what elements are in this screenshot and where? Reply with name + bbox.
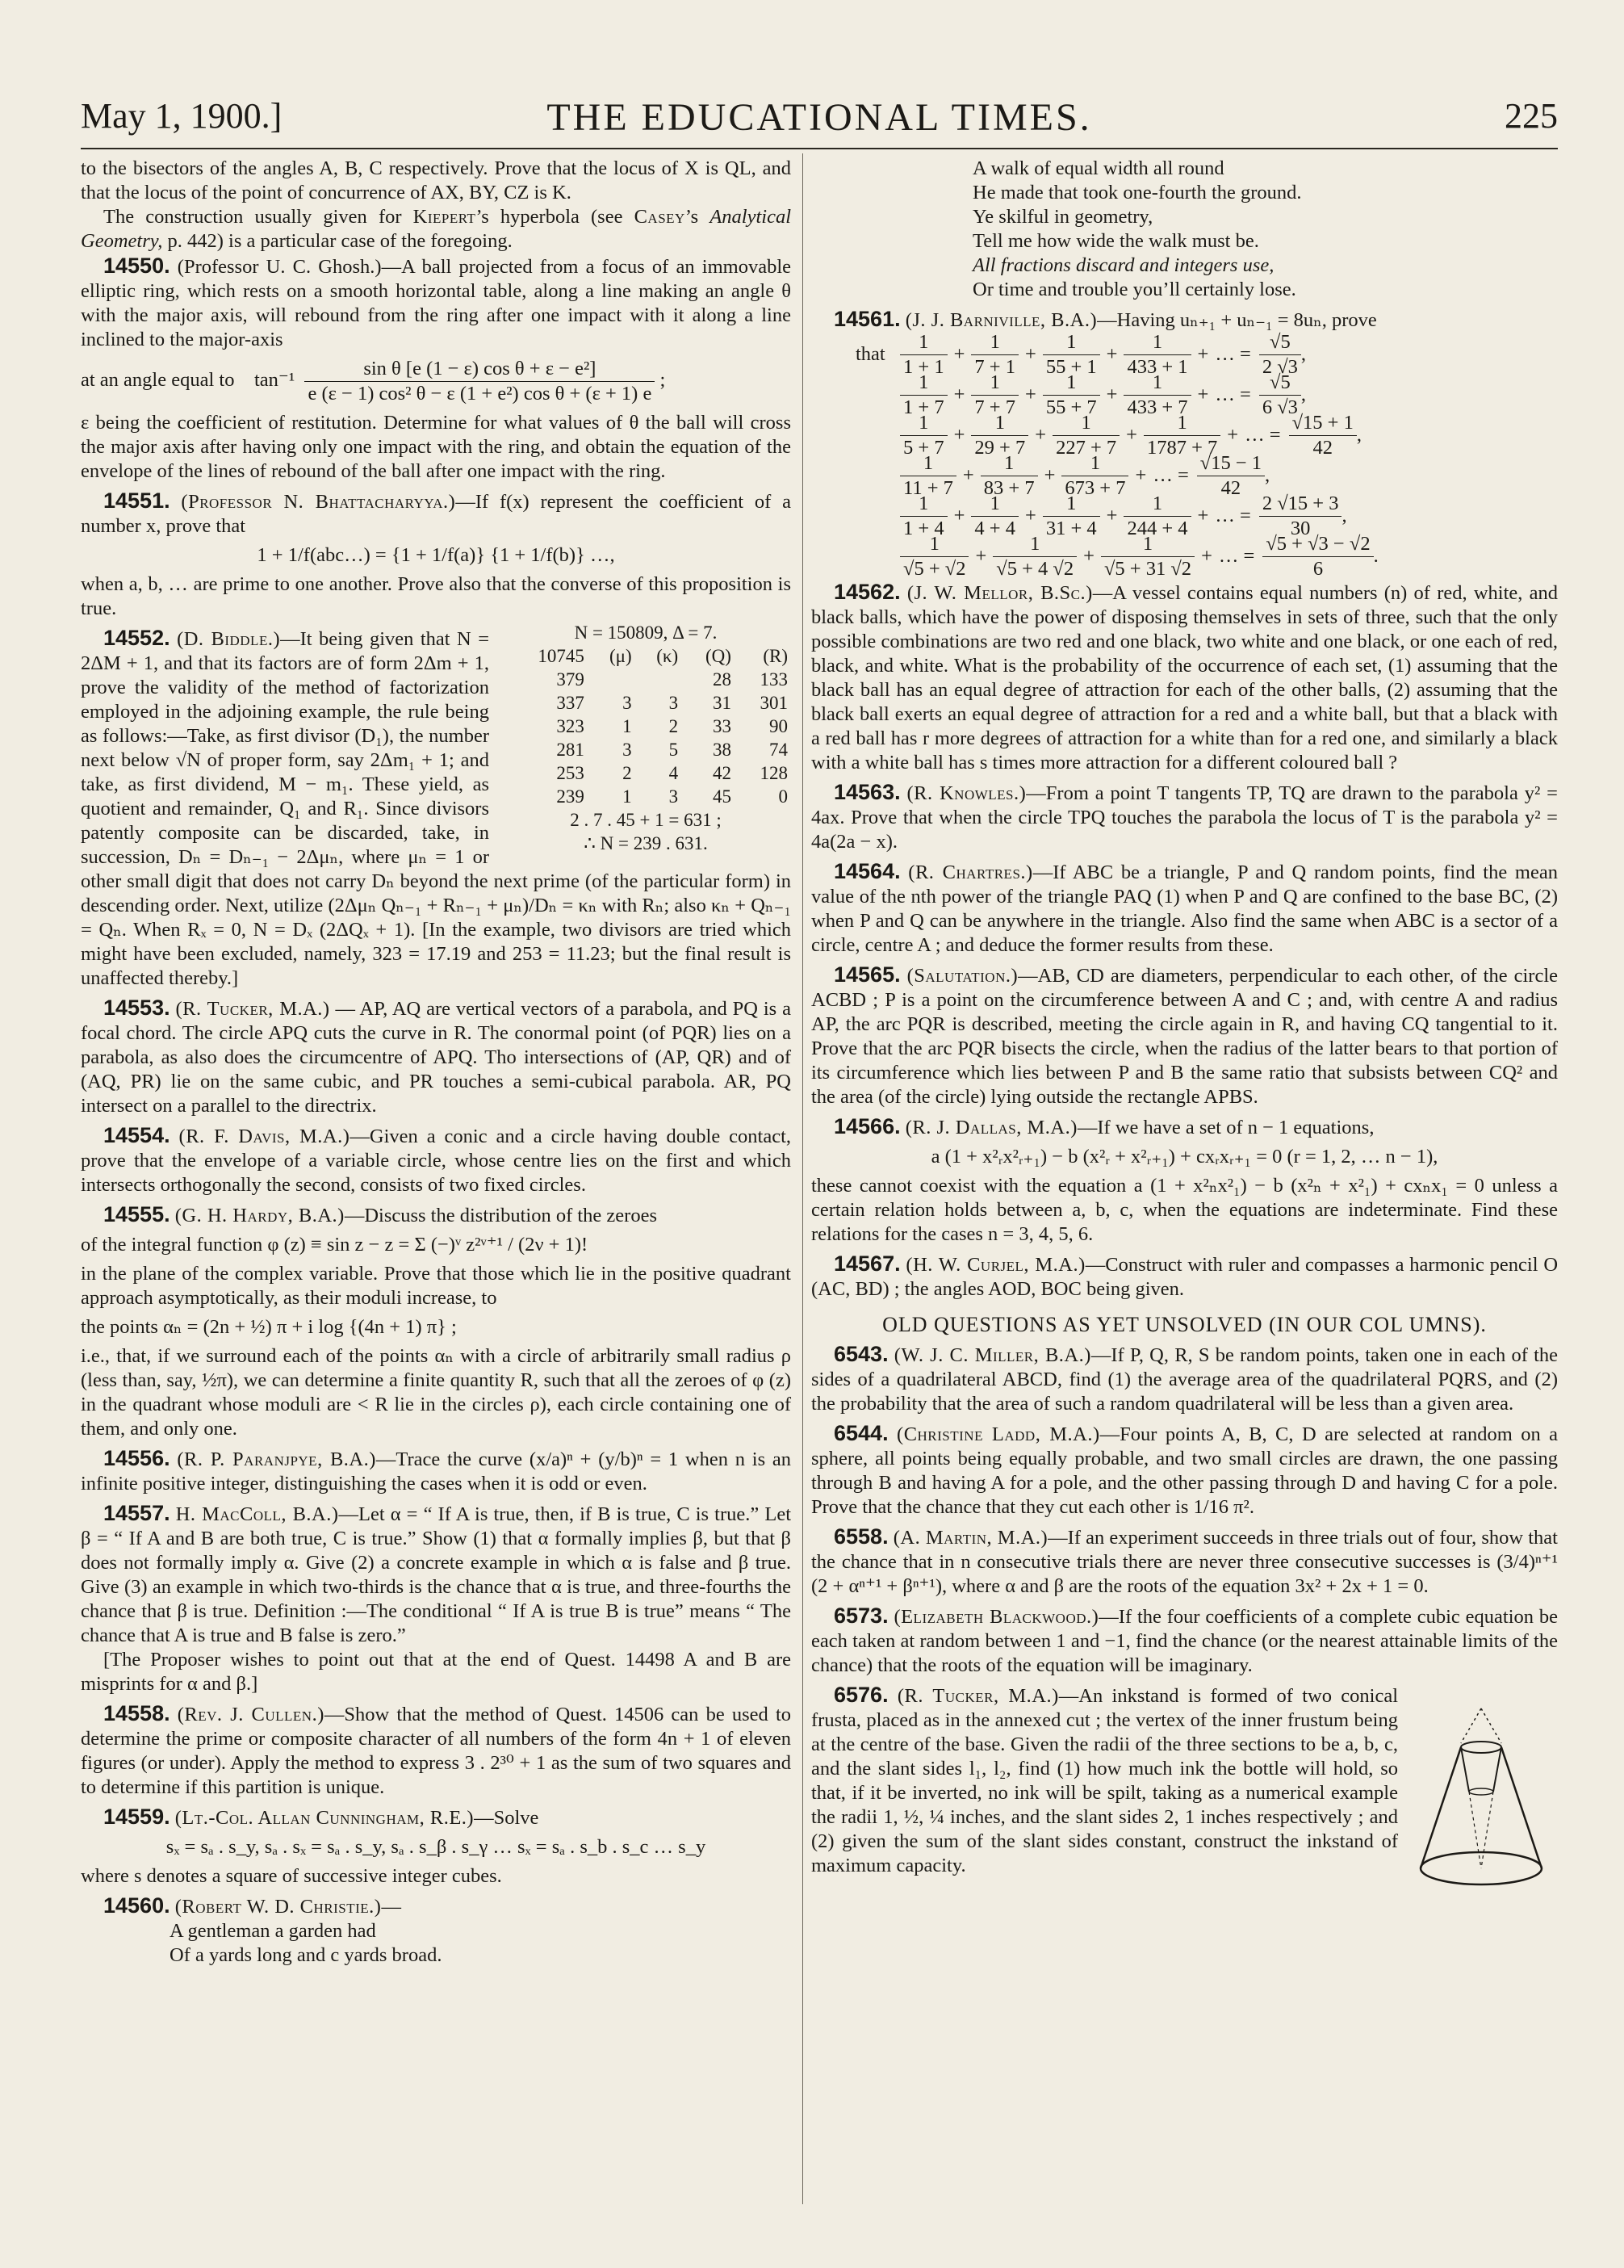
question-6558: 6558. (A. Martin, M.A.)—If an experiment succeeds in three trials out of four, show that the chance that in n consecutive trials there are never three consecutive successes is (3/4)ⁿ⁺¹ (2 + αⁿ⁺¹ + βⁿ⁺¹), where α and β are the roots of the equation 3x² + 2x + 1 = 0. [811,1524,1558,1597]
table-cell: 42 [712,763,731,783]
question-14550: 14550. (Professor U. C. Ghosh.)—A ball projected from a focus of an immovable elliptic ring, which rests on a smooth horizontal table, along a line making an angle θ with the major axis, will rebound from the ring after one impact with it along a line inclined to the major-axis [81,254,792,350]
table-cell: 379 [556,669,584,690]
table-cell: (μ) [609,646,632,666]
question-14555-cont: in the plane of the complex variable. Prove that those which lie in the positive quadrant approach asymptotically, as their moduli increase, to [81,1263,791,1309]
series-term: $\frac{1}{5 + 7}$ [900,411,948,460]
series-term: $\frac{1}{29 + 7}$ [971,411,1028,460]
example-line-1: 2 . 7 . 45 + 1 = 631 ; [570,810,722,830]
question-14562: 14562. (J. W. Mellor, B.Sc.)—A vessel contains equal numbers (n) of red, white, and black balls, which have the power of disposing themselves in sets of three, such that the only possible combinations are two red and one black, two white and one black, or one each of red, black, and white. What is the probability of the occurrence of each set, (1) assuming that the black ball has an equal degree of attraction for each of the other balls, (2) assuming that the black ball exerts an equal degree of attraction for a red and a white ball, but that a black with a red ball has r more degrees of attraction for a white than for a red one, and similarly a black with a white ball has s times more attraction for a different coloured ball ? [811,580,1558,773]
table-cell: 28 [712,669,731,690]
question-14551-cont: when a, b, … are prime to one another. Prove also that the converse of this proposition is true. [81,573,791,619]
series-term: $\frac{1}{55 + 1}$ [1043,330,1100,379]
series-term: $\frac{1}{1787 + 7}$ [1144,411,1220,460]
journal-title: THE EDUCATIONAL TIMES. [546,96,1092,139]
poem-part-1 [170,1919,791,1968]
outer-slant-right [1501,1747,1542,1868]
series-term: $\frac{1}{227 + 7}$ [1053,411,1120,460]
series-term: $\frac{1}{433 + 1}$ [1124,330,1191,379]
series-sum: $\frac{√5}{2 √3}$ [1259,330,1301,379]
question-14555: 14555. (G. H. Hardy, B.A.)—Discuss the distribution of the zeroes [103,1202,657,1226]
question-14564: 14564. (R. Chartres.)—If ABC be a triangle, P and Q random points, find the mean value of the nth power of the triangle PAQ (1) when P and Q are confined to the base BC, (2) when P and Q can be anywhere in the triangle. Also find the same when ABC is a sector of a circle, centre A ; and deduce the former results from these. [811,859,1558,956]
poem-line: A walk of equal width all round [973,157,1224,179]
poem-line: Or time and trouble you’ll certainly lose. [973,279,1296,300]
inkstand-diagram [1404,1683,1558,1925]
question-14565: 14565. (Salutation.)—AB, CD are diameters, perpendicular to each other, of the circle ACBD ; P is a point on the circumference between A and C ; and, with centre A and radius AP, the arc PQR is described, meeting the circle again in R, and having CQ tangential to it. Prove that the arc PQR bisects the circle, when the radius of the latter bears to that portion of its circumference which lies between P and B the same ratio that subsists between CQ² and the area (of the circle) lying outside the rectangle APBS. [811,962,1559,1108]
equation-14555-2: the points αₙ = (2n + ½) π + i log {(4n + 1) π} ; [81,1316,457,1338]
question-14554: 14554. (R. F. Davis, M.A.)—Given a conic and a circle having double contact, prove that the envelope of a variable circle, whose centre lies on the first and which intersects orthogonally the second, consists of two fixed circles. [81,1123,792,1196]
question-14561: 14561. (J. J. Barniville, B.A.)—Having uₙ₊₁ + uₙ₋₁ = 8uₙ, prove [834,307,1377,331]
equation-14559: sₓ = sₐ . s_y, sₐ . sₓ = sₐ . s_y, sₐ . s_β . s_γ … sₓ = sₐ . s_b . s_c … s_y [165,1836,706,1858]
series-term: $\frac{1}{7 + 7}$ [971,371,1019,420]
table-cell: 2 [622,763,632,783]
series-sum: $\frac{√5}{6 √3}$ [1259,371,1301,420]
old-questions-heading: OLD QUESTIONS AS YET UNSOLVED (IN OUR COL UMNS). [882,1313,1487,1336]
series-term: $\frac{1}{4 + 4}$ [971,492,1019,541]
table-cell: 133 [760,669,788,690]
series-sum: $\frac{2 √15 + 3}{30}$ [1259,492,1342,541]
table-row [500,761,791,785]
table-cell: 239 [556,786,584,807]
series-term: $\frac{1}{1 + 1}$ [900,330,948,379]
series-term: $\frac{1}{433 + 7}$ [1124,371,1191,420]
table-cell: 0 [778,786,788,807]
question-14560: 14560. (Robert W. D. Christie.)— [103,1893,401,1918]
table-cell [588,668,635,691]
question-14563: 14563. (R. Knowles.)—From a point T tangents TP, TQ are drawn to the parabola y² = 4ax. Prove that when the circle TPQ touches the parabola the locus of T is the parabola y² = 4a(2a − x). [811,780,1558,853]
series-term: $\frac{1}{√5 + √2}$ [900,532,969,581]
poem-line: Ye skilful in geometry, [973,206,1153,228]
question-14559-cont: where s denotes a square of successive integer cubes. [81,1865,502,1887]
question-6544: 6544. (Christine Ladd, M.A.)—Four points A, B, C, D are selected at random on a sphere, all points being equally probable, and two small circles are drawn, the one passing through B and having A for a pole, and the other passing through D and having C for a pole. Prove that the chance that they cut each other is 1/16 π². [811,1421,1559,1518]
table-cell: 3 [668,786,679,807]
series-term: $\frac{1}{55 + 7}$ [1043,371,1100,420]
table-cell: 1 [622,716,632,736]
series-identities [856,330,1558,580]
table-cell: (κ) [656,646,679,666]
table-cell: 301 [760,693,788,713]
question-14557: 14557. H. MacColl, B.A.)—Let α = “ If A is true, then, if B is true, C is true.” Let β = “ If A and B are both true, C is true.” Show (1) that α formally implies β, but that β does not formally imply α. Give (2) a concrete example in which α is false and β true. Give (3) an example in which two-thirds is the chance that α is true, and three-fourths the chance that β is true. Definition :—The conditional “ If A is true B is true” means “ The chance that A is true and B false is zero.” [81,1501,791,1646]
table-row [500,738,791,761]
series-term: $\frac{1}{7 + 1}$ [971,330,1019,379]
poem-line: Tell me how wide the walk must be. [973,230,1259,252]
table-cell: 45 [712,786,731,807]
table-cell: 3 [622,740,632,760]
table-cell: 1 [622,786,632,807]
series-term: $\frac{1}{√5 + 31 √2}$ [1101,532,1195,581]
series-term: $\frac{1}{83 + 7}$ [981,451,1038,501]
series-row: $\frac{1}{√5 + √2}$ + $\frac{1}{√5 + 4 √2}$ + $\frac{1}{√5 + 31 √2}$ + … = $\frac{√5 + √3 - √2}{6}$ . [856,536,1558,576]
question-14550-cont: ε being the coefficient of restitution. Determine for what values of θ the ball will cross the major axis after having only one impact with the ring, and obtain the equation of the envelope of the lines of rebound of the ball after one impact with the ring. [81,412,791,482]
apex-line-left [1461,1708,1481,1743]
series-term: $\frac{1}{11 + 7}$ [900,451,956,501]
right-column [811,157,1558,1925]
intro-paragraph: to the bisectors of the angles A, B, C respectively. Prove that the locus of X is QL, and that the locus of the point of concurrence of AX, BY, CZ is K. [81,157,791,203]
question-6576: 6576. (R. Tucker, M.A.)—An inkstand is formed of two conical frusta, placed as in the annexed cut ; the vertex of the inner frustum being at the centre of the base. Given the radii of the three sections to be a, b, c, and the slant sides l₁, l₂, find (1) how much ink the bottle will hold, so that, if it be inverted, no ink will be spilt, taking as a numerical example the radii 1, ½, ¼ inches, and the slant sides 2, 1 inches respectively ; and (2) given the sum of the slant sides constant, construct the inkstand of maximum capacity. [811,1683,1399,1876]
outer-slant-left [1421,1747,1461,1868]
table-cell: 253 [556,763,584,783]
table-cell: 128 [760,763,788,783]
series-term: $\frac{1}{673 + 7}$ [1061,451,1128,501]
poem-line: He made that took one-fourth the ground. [973,182,1302,203]
table-row [500,691,791,715]
factorization-example [500,621,791,855]
series-sum: $\frac{√15 - 1}{42}$ [1197,451,1265,501]
inner-vertex-left [1469,1792,1481,1868]
series-term: $\frac{1}{1 + 7}$ [900,371,948,420]
table-cell: (R) [763,646,788,666]
question-14552: 14552. (D. Biddle.)—It being given that N = 2ΔM + 1, and that its factors are of form 2Δm + 1, prove the validity of the method of factorization employed in the adjoining example, the rule being as follows:—Take, as first divisor (D₁), the number next below √N of proper form, say 2Δm₁ + 1; and take, as first dividend, M − m₁. These yield, as quotient and remainder, Q₁ and R₁. Since divisors patently composite can be discarded, take, in succession, Dₙ = Dₙ₋₁ − 2Δμₙ, where μₙ = 1 or other small digit that does not carry Dₙ beyond the next prime (of the particular form) in descending order. Next, utilize (2Δμₙ Qₙ₋₁ + Rₙ₋₁ + μₙ)/Dₙ = κₙ with Rₙ; also κₙ + Qₙ₋₁ = Qₙ. When Rₓ = 0, N = Dₓ (2ΔQₓ + 1). [In the example, two divisors are tried which might have been excluded, namely, 323 = 17.19 and 253 = 11.23; but the final result is unaffected thereby.] [81,626,791,989]
series-row: $\frac{1}{1 + 4}$ + $\frac{1}{4 + 4}$ + $\frac{1}{31 + 4}$ + $\frac{1}{244 + 4}$ + … = $\frac{2 √15 + 3}{30}$ , [856,496,1558,536]
table-row [500,785,791,808]
running-header [81,95,1558,144]
table-cell: 74 [769,740,788,760]
table-cell: 31 [712,693,731,713]
question-14551: 14551. (Professor N. Bhattacharyya.)—If f(x) represent the coefficient of a number x, prove that [81,488,791,537]
question-6543: 6543. (W. J. C. Miller, B.A.)—If P, Q, R, S be random points, taken one in each of the sides of a quadrilateral ABCD, find (1) the average area of the quadrilateral PQRS, and (2) the probability that the area of such a random quadrilateral will be less than a given area. [811,1342,1559,1415]
table-row [500,668,791,691]
table-cell: 5 [668,740,679,760]
table-cell: 337 [556,693,584,713]
series-row: that $\frac{1}{1 + 1}$ + $\frac{1}{7 + 1}$ + $\frac{1}{55 + 1}$ + $\frac{1}{433 + 1}$ + … = $\frac{√5}{2 √3}$ , [856,330,1307,378]
question-14558: 14558. (Rev. J. Cullen.)—Show that the method of Quest. 14506 can be used to determine the prime or composite character of all numbers of the form 4n + 1 of eleven figures (or under). Apply the method to express 3 . 2³⁰ + 1 as the sum of two squares and to determine if this partition is unique. [81,1701,792,1798]
table-header-row [500,644,791,668]
question-14566: 14566. (R. J. Dallas, M.A.)—If we have a set of n − 1 equations, [834,1114,1375,1138]
series-term: $\frac{1}{√5 + 4 √2}$ [993,532,1077,581]
header-rule [81,148,1558,149]
series-sum: $\frac{√15 + 1}{42}$ [1289,411,1357,460]
table-cell: 38 [712,740,731,760]
table-cell [635,668,682,691]
series-row: $\frac{1}{5 + 7}$ + $\frac{1}{29 + 7}$ + $\frac{1}{227 + 7}$ + $\frac{1}{1787 + 7}$ + … = $\frac{√15 + 1}{42}$ , [856,415,1558,455]
poem-part-2 [973,157,1558,302]
table-cell: 90 [769,716,788,736]
series-sum: $\frac{√5 + √3 - √2}{6}$ [1262,532,1373,581]
question-6573: 6573. (Elizabeth Blackwood.)—If the four coefficients of a complete cubic equation be each taken at random between 1 and −1, find the chance (or the nearest attainable limits of the chance) that the roots of the equation will be imaginary. [811,1604,1559,1676]
question-14559: 14559. (Lt.-Col. Allan Cunningham, R.E.)—Solve [103,1805,539,1829]
inner-slant-left [1461,1747,1469,1792]
question-14567: 14567. (H. W. Curjel, M.A.)—Construct with ruler and compasses a harmonic pencil O (AC, BD) ; the angles AOD, BOC being given. [811,1251,1559,1300]
table-cell: 2 [668,716,679,736]
equation-14555-1: of the integral function φ (z) ≡ sin z − z = Σ (−)ᵛ z²ᵛ⁺¹ / (2ν + 1)! [81,1234,588,1256]
factorization-table [500,644,791,808]
poem-line: All fractions discard and integers use, [973,254,1275,276]
inner-slant-right [1493,1747,1501,1792]
kiepert-note: The construction usually given for Kiepert’s hyperbola (see Casey’s Analytical Geometry, p. 442) is a particular case of the foregoing. [81,206,792,252]
example-title: N = 150809, Δ = 7. [574,623,718,643]
table-cell: 281 [556,740,584,760]
equation-14550: at an angle equal to tan⁻¹ $\frac{\text{sin θ [e (1 − ε) cos θ + ε − e²]}}{\text{e (ε − 1) cos² θ − ε (1 + e²) cos θ + (ε + 1) e}}$ ; [81,358,666,405]
series-row: $\frac{1}{1 + 7}$ + $\frac{1}{7 + 7}$ + $\frac{1}{55 + 7}$ + $\frac{1}{433 + 7}$ + … = $\frac{√5}{6 √3}$ , [856,375,1558,415]
question-14566-cont: these cannot coexist with the equation a (1 + x²ₙx²₁) − b (x²ₙ + x²₁) + cxₙx₁ = 0 unless a certain relation holds between a, b, c, when the equations are indeterminate. Find these relations for the cases n = 3, 4, 5, 6. [811,1175,1558,1245]
poem-line: A gentleman a garden had [170,1920,376,1942]
inner-vertex-right [1481,1792,1493,1868]
equation-14566: a (1 + x²ᵣx²ᵣ₊₁) − b (x²ᵣ + x²ᵣ₊₁) + cxᵣxᵣ₊₁ = 0 (r = 1, 2, … n − 1), [931,1146,1438,1168]
question-14557-note: [The Proposer wishes to point out that at the end of Quest. 14498 A and B are misprints for α and β.] [81,1649,791,1695]
table-cell: 323 [556,716,584,736]
equation-14551: 1 + 1/f(abc…) = {1 + 1/f(a)} {1 + 1/f(b)} …, [257,544,615,566]
issue-date: May 1, 1900.] [81,96,283,136]
series-term: $\frac{1}{244 + 4}$ [1124,492,1191,541]
table-cell: 10745 [538,646,584,666]
example-line-2: ∴ N = 239 . 631. [584,833,708,853]
series-term: $\frac{1}{31 + 4}$ [1043,492,1100,541]
top-section [1461,1742,1501,1753]
table-row [500,715,791,738]
table-cell: 4 [668,763,679,783]
column-divider [802,153,803,2204]
series-lead: that [856,343,885,365]
series-row: $\frac{1}{11 + 7}$ + $\frac{1}{83 + 7}$ + $\frac{1}{673 + 7}$ + … = $\frac{√15 - 1}{42}$ , [856,455,1558,496]
poem-line: Of a yards long and c yards broad. [170,1944,442,1966]
question-14556: 14556. (R. P. Paranjpye, B.A.)—Trace the curve (x/a)ⁿ + (y/b)ⁿ = 1 when n is an infinite positive integer, distinguishing the cases when it is odd or even. [81,1446,791,1495]
apex-line-right [1481,1708,1501,1743]
table-cell: 3 [622,693,632,713]
table-cell: 33 [712,716,731,736]
question-14553: 14553. (R. Tucker, M.A.) — AP, AQ are vertical vectors of a parabola, and PQ is a focal chord. The circle APQ cuts the curve in R. The conormal point (of PQR) lies on a parabola, as also does the circumcentre of APQ. Tho intersections of (AP, QR) and of (AQ, PR) lie on the same cubic, and PR touches a semi-cubical parabola. AR, PQ intersect on a parallel to the directrix. [81,996,791,1117]
series-term: $\frac{1}{1 + 4}$ [900,492,948,541]
left-column [81,157,791,1968]
table-cell: 3 [668,693,679,713]
middle-section [1469,1788,1493,1795]
page-number: 225 [1505,96,1558,136]
table-cell: (Q) [705,646,731,666]
question-14555-cont2: i.e., that, if we surround each of the points αₙ with a circle of arbitrarily small radius ρ (less than, say, ½π), we can determine a finite quantity R, such that all the zeroes of φ (z) in the quadrant whose moduli are < R lie in the circles ρ), each circle containing one of them, and only one. [81,1345,791,1440]
